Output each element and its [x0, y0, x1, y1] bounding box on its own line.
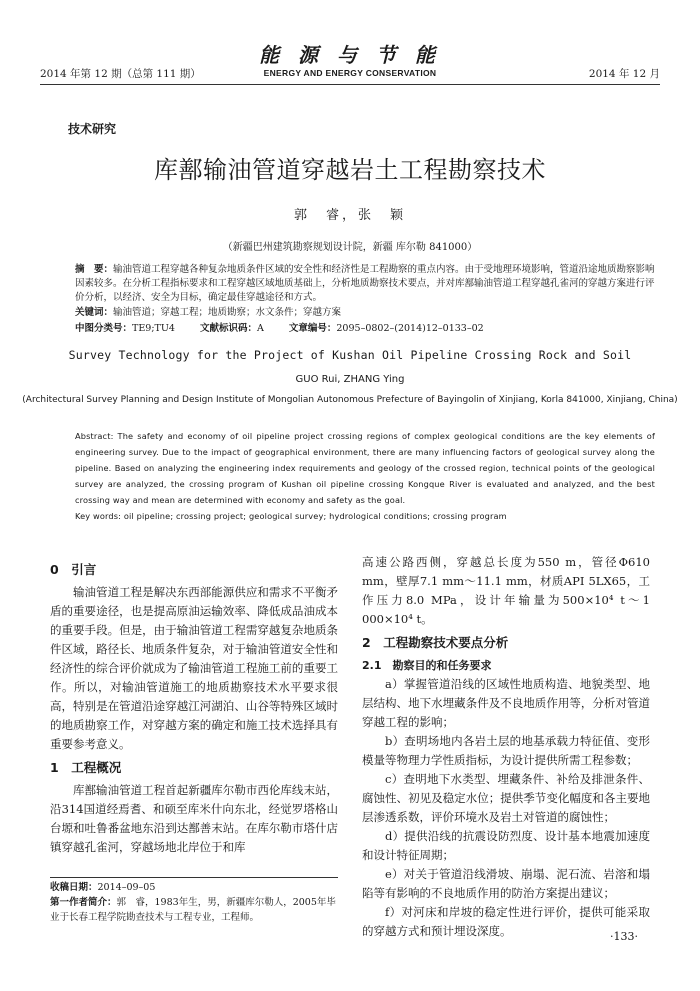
keywords-en-label: Key words: — [75, 511, 122, 521]
header-rule — [40, 84, 660, 85]
abstract-en-text: The safety and economy of oil pipeline project crossing regions of complex geological conditions are the key elements of engineering survey. Due to the impact of geographical environment, there are many influencing factors of geological survey along the pipeline. Based on analyzing the engineering index requirements and geology of the crossed region, technical points of the geological survey are analyzed, the crossing program of Kushan oil pipeline crossing Kongque River is evaluated and analyzed, and the best crossing way and mean are determined with economy and safety as the goal. — [75, 431, 655, 505]
body-right-column — [362, 553, 650, 941]
task-item-b: b）查明场地内各岩土层的地基承载力特征值、变形模量等物理力学性质指标，为设计提供所需工程参数； — [362, 734, 650, 767]
classification-line — [75, 322, 655, 336]
task-item-d: d）提供沿线的抗震设防烈度、设计基本地震加速度和设计特征周期； — [362, 829, 650, 862]
section-1-paragraph: 库鄯输油管道工程首起新疆库尔勒市西伦库线末站，沿314国道经焉耆、和硕至库米什向东北，经觉罗塔格山台塬和吐鲁番盆地东沿到达鄯善末站。在库尔勒市塔什店镇穿越孔雀河，穿越场地北岸位于和库 — [50, 783, 338, 854]
author-bio-text: 郭 睿，1983年生，男，新疆库尔勒人，2005年毕业于长春工程学院勘查技术与工程专业，工程师。 — [50, 897, 336, 923]
section-0-paragraph: 输油管道工程是解决东西部能源供应和需求不平衡矛盾的重要途径，也是提高原油运输效率、降低成品油成本的重要手段。但是，由于输油管道工程需穿越复杂地质条件区域，路径长、地质条件复杂，对于输油管道安全性和经济性的综合评价就成为了输油管道工程施工前的重要工作。所以，对输油管道施工的地质勘察技术水平要求很高，特别是在管道沿途穿越江河湖泊、山谷等特殊区域时的地质勘察工作，对穿越方案的确定和施工技术选择具有重要参考意义。 — [50, 585, 338, 751]
received-date — [50, 880, 340, 895]
clc-value: TE9;TU4 — [132, 323, 175, 334]
article-no-label: 文章编号： — [288, 323, 337, 334]
doc-code-value: A — [256, 323, 264, 334]
clc-label: 中图分类号： — [75, 323, 133, 334]
abstract-en-label: Abstract: — [75, 431, 114, 441]
section-0-heading: 0 引言 — [50, 562, 97, 577]
affiliation-cn: （新疆巴州建筑勘察规划设计院，新疆 库尔勒 841000） — [222, 242, 478, 253]
keywords-en-text: oil pipeline; crossing project; geological survey; hydrological conditions; crossing program — [123, 511, 507, 521]
received-label: 收稿日期： — [50, 882, 98, 893]
task-item-c: c）查明地下水类型、埋藏条件、补给及排泄条件、腐蚀性、初见及稳定水位；提供季节变化幅度和各主要地层渗透系数，评价环境水及岩土对管道的腐蚀性； — [362, 772, 650, 824]
task-item-f: f）对河床和岸坡的稳定性进行评价，提供可能采取的穿越方式和预计埋设深度。 — [362, 905, 650, 938]
footnote-rule — [50, 877, 338, 878]
issue-info: 2014 年第 12 期（总第 111 期） — [40, 68, 201, 80]
abstract-cn-text: 输油管道工程穿越各种复杂地质条件区域的安全性和经济性是工程勘察的重点内容。由于受地理环境影响，管道沿途地质勘察影响因素较多。在分析工程指标要求和工程穿越区域地质基础上，分析地质勘察技术要点，并对库鄯输油管道工程穿越孔雀河的穿越方案进行评价分析，以经济、安全为目标，确定最佳穿越途径和方式。 — [75, 264, 655, 304]
clc-field — [75, 323, 175, 334]
keywords-en — [75, 509, 655, 524]
page-number: ·133· — [610, 930, 638, 943]
doc-code-field — [200, 323, 264, 334]
keywords-cn — [75, 306, 655, 320]
article-no-value: 2095–0802–(2014)12–0133–02 — [336, 323, 484, 334]
doc-code-label: 文献标识码： — [199, 323, 257, 334]
author-bio-label: 第一作者简介： — [50, 897, 117, 908]
issue-date: 2014 年 12 月 — [588, 68, 660, 80]
author-bio — [50, 895, 340, 925]
journal-name-en: ENERGY AND ENERGY CONSERVATION — [263, 68, 437, 78]
section-1-continuation: 高速公路西侧，穿越总长度为550 m，管径Φ610 mm，壁厚7.1 mm～11.1 mm，材质API 5LX65，工作压力8.0 MPa，设计年输量为500×10⁴ t～1 000×10⁴ t。 — [362, 555, 650, 626]
section-2-heading: 2 工程勘察技术要点分析 — [362, 635, 509, 650]
abstract-cn-label: 摘 要： — [75, 264, 114, 275]
section-label: 技术研究 — [68, 122, 117, 136]
footnote — [50, 880, 340, 925]
keywords-cn-label: 关键词： — [75, 307, 114, 318]
authors-en: GUO Rui, ZHANG Ying — [295, 374, 405, 385]
article-no-field — [289, 323, 484, 334]
body-left-column — [50, 560, 338, 857]
task-item-a: a）掌握管道沿线的区域性地质构造、地貌类型、地层结构、地下水埋藏条件及不良地质作用等，分析对管道穿越工程的影响； — [362, 677, 650, 729]
keywords-cn-text: 输油管道；穿越工程；地质勘察；水文条件；穿越方案 — [113, 307, 342, 318]
section-2-1-heading: 2.1 勘察目的和任务要求 — [362, 659, 492, 672]
received-value: 2014–09–05 — [97, 882, 156, 893]
journal-name-cn: 能 源 与 节 能 — [259, 43, 441, 67]
abstract-en — [75, 429, 655, 509]
authors-cn: 郭 睿，张 颖 — [293, 208, 406, 223]
article-title-cn: 库鄯输油管道穿越岩土工程勘察技术 — [154, 156, 546, 184]
affiliation-en: (Architectural Survey Planning and Design Institute of Mongolian Autonomous Prefecture of Bayingolin of Xinjiang, Korla 841000, Xinjiang, China) — [22, 395, 678, 405]
abstract-cn — [75, 263, 655, 306]
section-1-heading: 1 工程概况 — [50, 760, 122, 775]
article-title-en: Survey Technology for the Project of Kushan Oil Pipeline Crossing Rock and Soil — [68, 348, 632, 362]
task-item-e: e）对关于管道沿线滑坡、崩塌、泥石流、岩溶和塌陷等有影响的不良地质作用的防治方案提出建议； — [362, 867, 650, 900]
